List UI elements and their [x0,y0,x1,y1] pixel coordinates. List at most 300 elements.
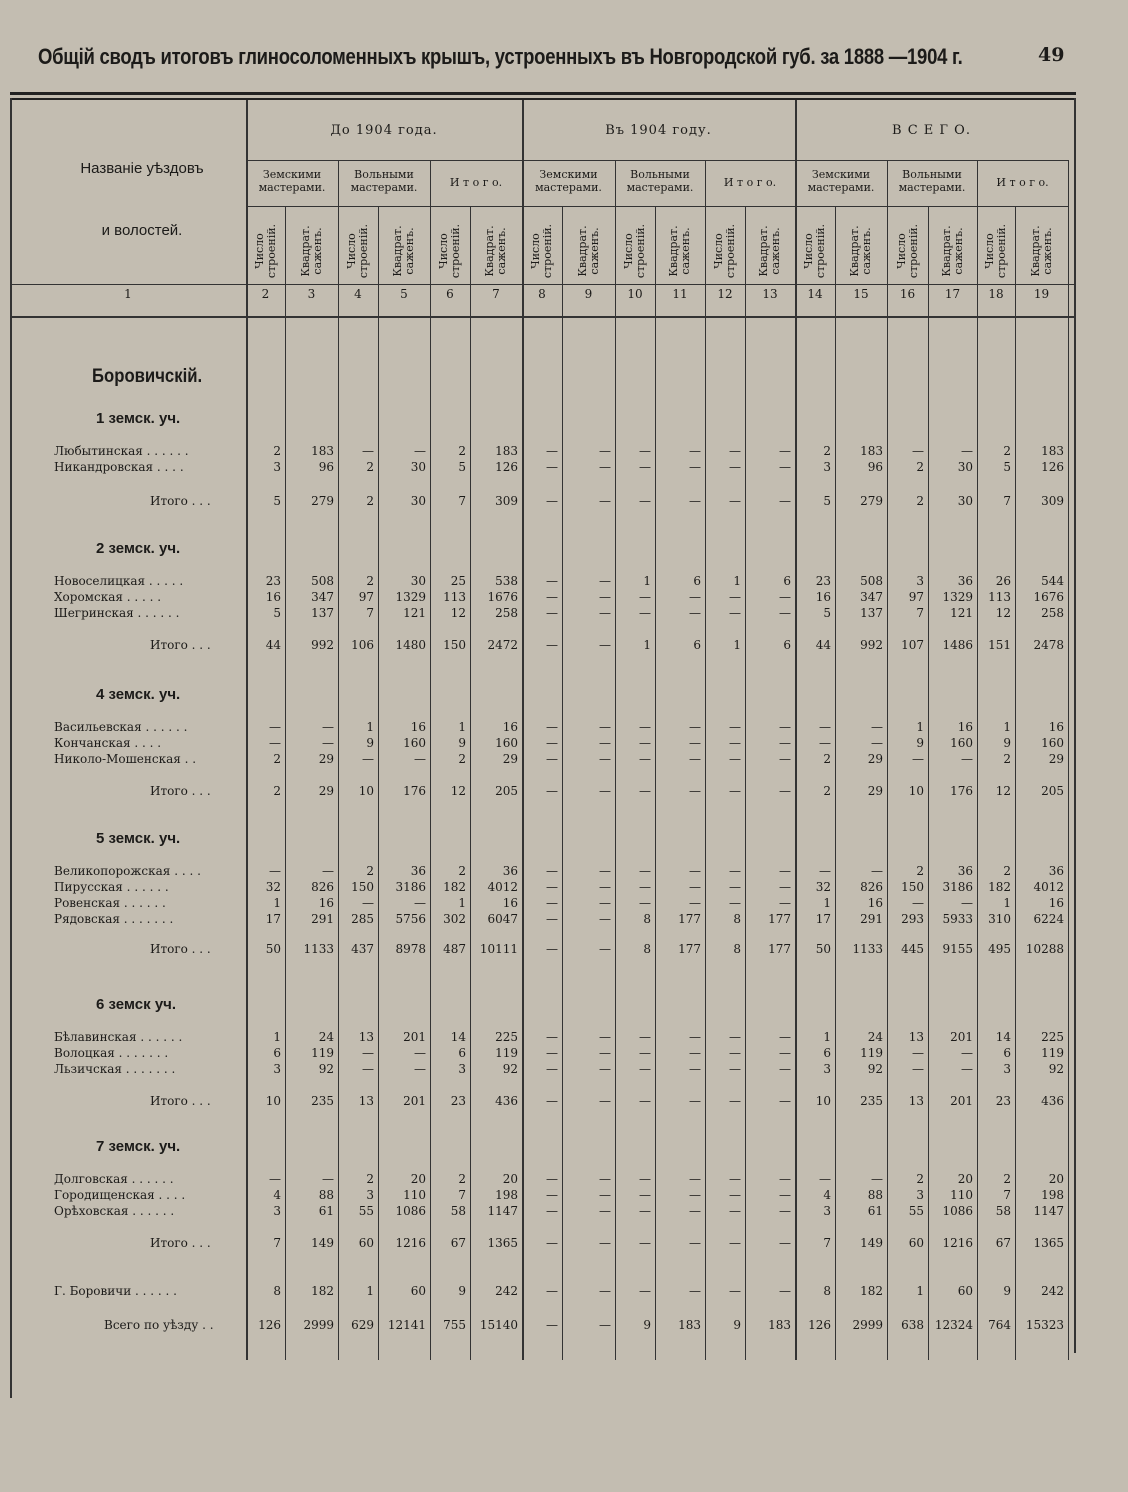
table-cell: 293 [901,912,924,926]
subtotal-cell: 2 [366,494,374,508]
table-cell: 1 [823,1030,831,1044]
column-divider [928,206,929,1360]
table-cell: — [729,720,741,734]
table-cell: 3 [366,1188,374,1202]
count-column-header: Число строеній. [345,223,370,279]
table-cell: — [819,720,831,734]
section-title: 4 земск. уч. [96,686,181,703]
table-cell: 177 [678,912,701,926]
subtotal-cell: 176 [403,784,426,798]
table-cell: 23 [265,574,281,588]
table-cell: — [599,1030,611,1044]
table-cell: 5 [823,606,831,620]
subtotal-cell: 23 [995,1094,1011,1108]
table-cell: — [961,1046,973,1060]
subgroup-header: И т о г о. [449,176,503,189]
column-number: 15 [853,287,869,301]
table-cell: 150 [901,880,924,894]
table-cell: — [362,1062,374,1076]
table-cell: 119 [860,1046,883,1060]
table-cell: 198 [495,1188,518,1202]
table-cell: — [871,720,883,734]
table-cell: 5 [1003,460,1011,474]
table-cell: — [639,1284,651,1298]
group-header: Въ 1904 году. [605,123,712,138]
top-rule-thin [10,98,1076,100]
table-cell: 7 [458,1188,466,1202]
table-cell: 5933 [942,912,973,926]
header-line-bottom [10,316,1076,318]
header-line-sub [246,206,1068,207]
table-cell: — [689,1046,701,1060]
table-cell: 12141 [387,1318,426,1332]
table-cell: 508 [311,574,334,588]
table-cell: — [414,896,426,910]
subtotal-cell: 2 [916,494,924,508]
subgroup-header: Вольными мастерами. [898,168,966,194]
table-cell: 1 [916,1284,924,1298]
table-cell: 3 [823,1062,831,1076]
table-cell: — [546,606,558,620]
table-cell: — [689,606,701,620]
table-cell: 183 [1041,444,1064,458]
table-cell: 6 [693,574,701,588]
table-cell: — [599,590,611,604]
table-cell: 15323 [1025,1318,1064,1332]
table-cell: — [639,1172,651,1186]
subtotal-cell: — [689,1094,701,1108]
table-cell: — [779,1030,791,1044]
subtotal-cell: 445 [901,942,924,956]
group-header: В С Е Г О. [892,123,971,138]
table-cell: — [729,864,741,878]
table-cell: — [362,444,374,458]
table-cell: 2 [1003,752,1011,766]
table-cell: — [362,752,374,766]
table-cell: — [819,864,831,878]
table-cell: 3 [823,1204,831,1218]
table-cell: — [546,1188,558,1202]
table-cell: — [599,736,611,750]
table-cell: 2 [1003,864,1011,878]
table-cell: — [546,460,558,474]
table-cell: — [689,720,701,734]
table-cell: 92 [502,1062,518,1076]
count-column-header: Число строеній. [983,223,1008,279]
count-column-header: Число строеній. [622,223,647,279]
table-cell: — [414,752,426,766]
subtotal-cell: — [599,942,611,956]
table-cell: — [546,444,558,458]
area-column-header: Квадрат. саженъ. [298,225,324,277]
subtotal-cell: 10111 [479,942,518,956]
table-cell: — [639,606,651,620]
area-column-header: Квадрат. саженъ. [575,225,601,277]
row-name: Рядовская . . . . . . . [54,912,174,926]
table-cell: — [599,444,611,458]
row-name: Николо-Мошенская . . [54,752,197,766]
table-cell: — [912,896,924,910]
table-cell: 3 [458,1062,466,1076]
table-cell: 9 [916,736,924,750]
table-cell: — [689,880,701,894]
row-name: Никандровская . . . . [54,460,184,474]
subtotal-cell: — [546,1236,558,1250]
table-cell: 6224 [1033,912,1064,926]
table-cell: — [546,736,558,750]
column-number: 17 [944,287,961,301]
section-title: 6 земск уч. [96,996,177,1013]
table-cell: 36 [957,574,973,588]
table-cell: 2 [366,460,374,474]
table-cell: 16 [502,896,518,910]
table-cell: — [779,1046,791,1060]
table-cell: 113 [988,590,1011,604]
table-cell: — [779,736,791,750]
table-cell: 88 [867,1188,883,1202]
header-line-groups [246,160,1068,161]
column-number: 4 [354,287,362,301]
table-cell: 119 [311,1046,334,1060]
table-cell: 9 [458,736,466,750]
table-cell: — [961,896,973,910]
table-cell: — [779,590,791,604]
table-cell: 8 [823,1284,831,1298]
table-cell: — [546,1318,558,1332]
subtotal-cell: 1 [733,638,741,652]
table-cell: — [639,896,651,910]
table-cell: — [689,1062,701,1076]
table-cell: 182 [443,880,466,894]
table-cell: 302 [443,912,466,926]
table-cell: 6 [783,574,791,588]
table-cell: 97 [358,590,374,604]
subtotal-cell: 29 [318,784,334,798]
table-cell: 1 [366,1284,374,1298]
table-cell: 26 [995,574,1011,588]
table-cell: 8 [273,1284,281,1298]
table-cell: — [546,720,558,734]
count-column-header: Число строеній. [529,223,554,279]
subtotal-cell: 205 [495,784,518,798]
table-cell: 119 [495,1046,518,1060]
table-cell: 1 [458,720,466,734]
table-cell: 1 [273,1030,281,1044]
table-cell: 29 [502,752,518,766]
table-cell: 1086 [395,1204,426,1218]
subtotal-cell: 10 [815,1094,831,1108]
table-cell: 150 [351,880,374,894]
subtotal-cell: 29 [867,784,883,798]
table-cell: 1676 [1033,590,1064,604]
subtotal-cell: 23 [450,1094,466,1108]
table-cell: 2 [916,1172,924,1186]
table-cell: 25 [450,574,466,588]
table-cell: — [599,896,611,910]
table-cell: — [729,590,741,604]
table-cell: 7 [1003,1188,1011,1202]
subtotal-cell: 235 [311,1094,334,1108]
row-name: Орѣховская . . . . . . [54,1204,175,1218]
table-cell: 2 [458,444,466,458]
table-cell: 160 [950,736,973,750]
table-cell: — [639,1204,651,1218]
table-cell: — [599,460,611,474]
table-cell: — [912,444,924,458]
table-cell: 2 [458,1172,466,1186]
table-cell: 198 [1041,1188,1064,1202]
subtotal-cell: — [546,638,558,652]
frame-right [1074,98,1076,1353]
table-cell: 126 [495,460,518,474]
table-cell: 16 [957,720,973,734]
subtotal-cell: 50 [815,942,831,956]
table-cell: — [362,1046,374,1060]
subgroup-header: Земскими мастерами. [535,168,602,194]
subtotal-cell: — [689,494,701,508]
subtotal-cell: 5 [823,494,831,508]
subtotal-cell: — [546,494,558,508]
table-cell: 1 [916,720,924,734]
table-cell: 60 [410,1284,426,1298]
table-cell: — [729,606,741,620]
table-cell: 6 [273,1046,281,1060]
subtotal-cell: 8 [733,942,741,956]
table-cell: 13 [908,1030,924,1044]
subtotal-cell: 8978 [395,942,426,956]
table-cell: 5 [273,606,281,620]
table-cell: 291 [860,912,883,926]
table-cell: 7 [366,606,374,620]
table-cell: — [819,736,831,750]
table-cell: 23 [815,574,831,588]
table-cell: — [599,752,611,766]
table-cell: 1 [273,896,281,910]
table-cell: 119 [1041,1046,1064,1060]
count-column-header: Число строеній. [252,223,278,279]
table-cell: 242 [1041,1284,1064,1298]
count-column-header: Число строеній. [437,223,462,279]
table-cell: 2999 [852,1318,883,1332]
column-number: 12 [717,287,733,301]
table-cell: 2 [1003,1172,1011,1186]
page-title: Общій сводъ итоговъ глиносоломенныхъ крышъ, устроенныхъ въ Новгородской губ. за 1888 —1904 г. [38,44,963,69]
table-cell: 9 [1003,736,1011,750]
subtotal-cell: 10288 [1025,942,1064,956]
table-cell: 15140 [479,1318,518,1332]
subtotal-cell: 201 [403,1094,426,1108]
table-cell: 110 [403,1188,426,1202]
subtotal-cell: 2 [823,784,831,798]
table-cell: — [689,1172,701,1186]
table-cell: 1 [458,896,466,910]
table-cell: 17 [815,912,831,926]
table-cell: 110 [950,1188,973,1202]
section-title: 2 земск. уч. [96,540,181,557]
table-cell: 96 [318,460,334,474]
name-column-header: Названіе уѣздовъ [80,160,204,177]
column-divider [378,206,379,1360]
subgroup-header: Вольными мастерами. [626,168,694,194]
subtotal-cell: 13 [358,1094,374,1108]
table-cell: — [546,864,558,878]
table-cell: 92 [867,1062,883,1076]
table-cell: 201 [950,1030,973,1044]
table-cell: 1 [366,720,374,734]
subgroup-header: Земскими мастерами. [807,168,875,194]
table-cell: — [871,1172,883,1186]
column-divider [835,206,836,1360]
top-rule [10,92,1076,95]
table-cell: — [912,752,924,766]
row-name: Новоселицкая . . . . . [54,574,184,588]
row-name: Ровенская . . . . . . [54,896,166,910]
subtotal-cell: — [599,1236,611,1250]
table-cell: 6047 [487,912,518,926]
subtotal-cell: 2472 [487,638,518,652]
table-cell: 61 [867,1204,883,1218]
table-cell: — [639,1062,651,1076]
row-name: Городищенская . . . . [54,1188,186,1202]
row-name: Пирусская . . . . . . [54,880,169,894]
subtotal-cell: 279 [860,494,883,508]
table-cell: 160 [1041,736,1064,750]
table-cell: — [689,1284,701,1298]
column-number: 1 [124,287,132,301]
subtotal-label: Итого . . . [150,1094,211,1108]
subtotal-cell: 30 [957,494,973,508]
table-cell: 826 [311,880,334,894]
grand-total-label: Всего по уѣзду . . [104,1318,214,1332]
subtotal-cell: 67 [995,1236,1011,1250]
table-cell: — [639,864,651,878]
table-cell: — [779,1062,791,1076]
table-cell: — [599,1046,611,1060]
table-cell: — [546,912,558,926]
table-cell: 183 [768,1318,791,1332]
table-cell: — [362,896,374,910]
subtotal-cell: 7 [823,1236,831,1250]
table-cell: — [414,444,426,458]
subtotal-cell: — [779,784,791,798]
table-cell: 9 [366,736,374,750]
table-cell: — [729,1030,741,1044]
table-cell: — [639,590,651,604]
table-cell: 92 [318,1062,334,1076]
table-cell: — [961,444,973,458]
table-cell: 14 [450,1030,466,1044]
table-cell: 2 [458,864,466,878]
subtotal-label: Итого . . . [150,1236,211,1250]
table-cell: — [639,736,651,750]
subtotal-cell: 992 [860,638,883,652]
table-cell: — [912,1062,924,1076]
area-column-header: Квадрат. саженъ. [848,225,873,277]
table-cell: 4012 [487,880,518,894]
table-cell: — [729,896,741,910]
column-number: 10 [627,287,643,301]
subtotal-label: Итого . . . [150,638,211,652]
table-cell: 12324 [934,1318,973,1332]
table-cell: 58 [995,1204,1011,1218]
subtotal-cell: 60 [908,1236,924,1250]
table-cell: — [546,752,558,766]
table-cell: — [779,896,791,910]
column-divider [745,206,746,1360]
row-name: Хоромская . . . . . [54,590,162,604]
table-cell: 177 [768,912,791,926]
table-cell: 258 [1041,606,1064,620]
subtotal-cell: 235 [860,1094,883,1108]
subtotal-cell: — [729,494,741,508]
column-divider [1015,206,1016,1360]
table-cell: — [871,736,883,750]
column-number: 19 [1033,287,1050,301]
table-cell: 2 [273,752,281,766]
subtotal-cell: 487 [443,942,466,956]
table-cell: — [689,864,701,878]
subtotal-cell: — [689,1236,701,1250]
table-cell: — [729,1204,741,1218]
table-cell: 638 [901,1318,924,1332]
table-cell: 9 [458,1284,466,1298]
table-cell: 201 [403,1030,426,1044]
table-cell: 6 [823,1046,831,1060]
table-cell: 1147 [1033,1204,1064,1218]
table-cell: — [729,1046,741,1060]
table-cell: — [729,1188,741,1202]
table-cell: — [599,606,611,620]
table-cell: 17 [265,912,281,926]
table-cell: 182 [860,1284,883,1298]
table-cell: 32 [265,880,281,894]
table-cell: 6 [1003,1046,1011,1060]
subtotal-cell: 2478 [1033,638,1064,652]
table-cell: 1 [643,574,651,588]
table-cell: 2 [458,752,466,766]
column-number: 11 [672,287,688,301]
table-cell: — [961,752,973,766]
table-cell: 9 [643,1318,651,1332]
subtotal-cell: 205 [1041,784,1064,798]
table-cell: 183 [495,444,518,458]
table-cell: 347 [860,590,883,604]
table-cell: 258 [495,606,518,620]
table-cell: 182 [311,1284,334,1298]
column-number: 2 [261,287,270,301]
table-cell: — [689,1188,701,1202]
district-title: Боровичскій. [92,366,203,387]
table-cell: — [599,1284,611,1298]
table-cell: 285 [351,912,374,926]
subtotal-cell: — [599,638,611,652]
column-number: 5 [400,287,408,301]
table-cell: — [546,880,558,894]
table-cell: 347 [311,590,334,604]
subtotal-cell: 1480 [395,638,426,652]
table-cell: 755 [443,1318,466,1332]
table-cell: — [639,720,651,734]
table-cell: 20 [410,1172,426,1186]
table-cell: — [546,1030,558,1044]
table-cell: — [729,1172,741,1186]
table-cell: — [546,1204,558,1218]
column-divider [285,206,286,1360]
table-cell: — [546,1046,558,1060]
table-cell: — [689,460,701,474]
table-cell: — [961,1062,973,1076]
table-cell: 3 [823,460,831,474]
